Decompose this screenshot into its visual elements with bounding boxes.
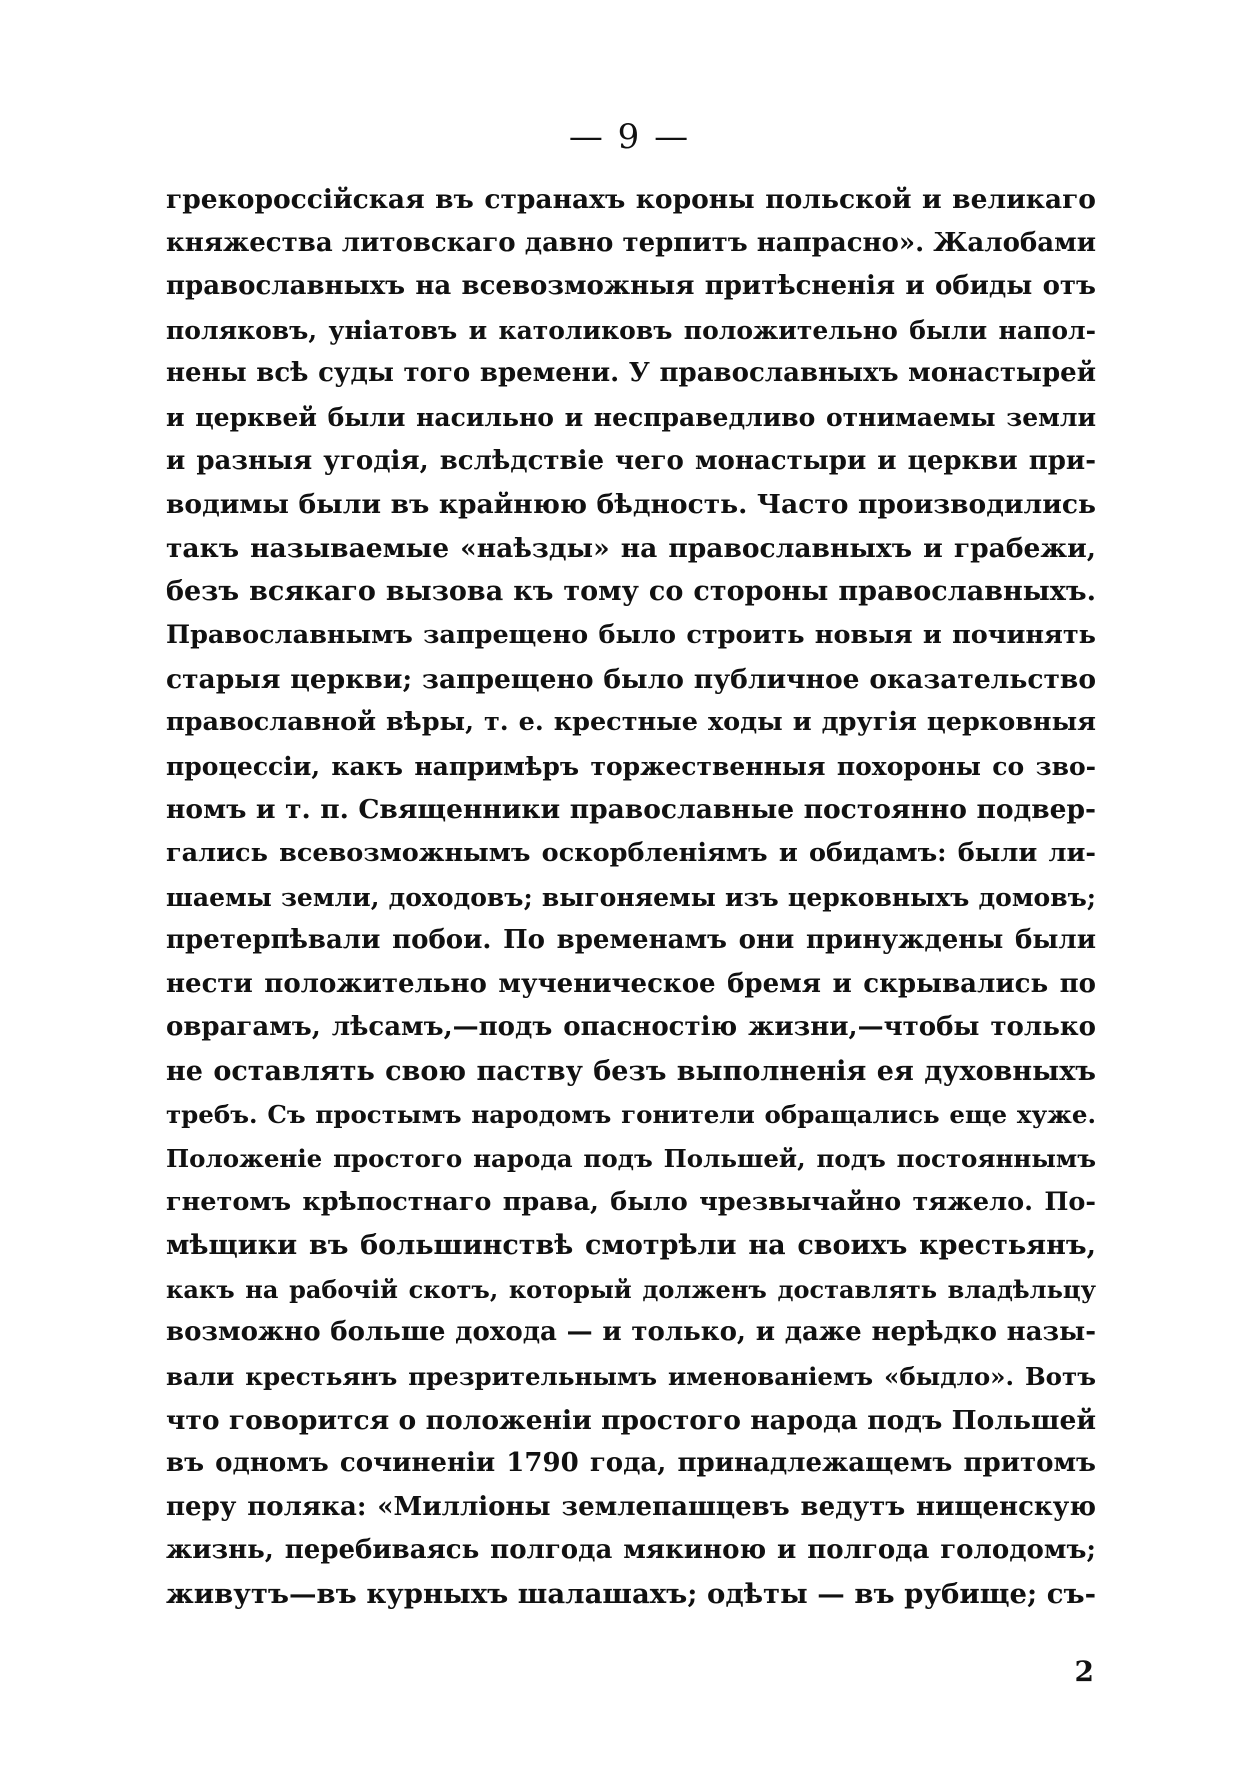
text-line: оврагамъ, лѣсамъ,—подъ опасностію жизни,—чтобы только bbox=[166, 1012, 1096, 1043]
text-line: нены всѣ суды того времени. У православныхъ монастырей bbox=[166, 358, 1096, 389]
text-line: не оставлять свою паству безъ выполненія ея духовныхъ bbox=[166, 1055, 1096, 1087]
text-line: грекороссійская въ странахъ короны польской и великаго bbox=[166, 184, 1096, 215]
page-number: — 9 — bbox=[568, 117, 691, 157]
text-line: шаемы земли, доходовъ; выгоняемы изъ церковныхъ домовъ; bbox=[166, 882, 1096, 912]
text-line: живутъ—въ курныхъ шалашахъ; одѣты — въ рубище; съ- bbox=[166, 1578, 1096, 1610]
text-line: въ одномъ сочиненіи 1790 года, принадлежащемъ притомъ bbox=[166, 1448, 1096, 1479]
text-line: вали крестьянъ презрительнымъ именованіемъ «быдло». Вотъ bbox=[166, 1362, 1096, 1392]
text-line: гнетомъ крѣпостнаго права, было чрезвычайно тяжело. По- bbox=[166, 1186, 1096, 1217]
text-line: Православнымъ запрещено было строить новыя и починять bbox=[166, 619, 1096, 650]
body-text bbox=[166, 178, 1096, 1617]
text-line: княжества литовскаго давно терпитъ напрасно». Жалобами bbox=[166, 227, 1096, 258]
text-line: и разныя угодія, вслѣдствіе чего монастыри и церкви при- bbox=[166, 445, 1096, 476]
text-line: перу поляка: «Милліоны землепашцевъ ведутъ нищенскую bbox=[166, 1491, 1096, 1522]
text-line: поляковъ, уніатовъ и католиковъ положительно были напол- bbox=[166, 315, 1096, 345]
text-line: безъ всякаго вызова къ тому со стороны православныхъ. bbox=[166, 576, 1096, 608]
text-line: старыя церкви; запрещено было публичное оказательство bbox=[166, 663, 1096, 695]
text-line: православныхъ на всевозможныя притѣсненія и обиды отъ bbox=[166, 271, 1096, 302]
text-line: и церквей были насильно и несправедливо отнимаемы земли bbox=[166, 402, 1096, 432]
signature-mark: 2 bbox=[1074, 1655, 1094, 1688]
text-line: православной вѣры, т. е. крестные ходы и другія церковныя bbox=[166, 707, 1096, 738]
text-line: гались всевозможнымъ оскорбленіямъ и обидамъ: были ли- bbox=[166, 837, 1096, 868]
text-line: водимы были въ крайнюю бѣдность. Часто производились bbox=[166, 489, 1096, 521]
text-line: Положеніе простого народа подъ Польшей, подъ постояннымъ bbox=[166, 1144, 1096, 1174]
text-line: жизнь, перебиваясь полгода мякиною и полгода голодомъ; bbox=[166, 1535, 1096, 1566]
text-line: какъ на рабочій скотъ, который долженъ доставлять владѣльцу bbox=[166, 1274, 1096, 1304]
text-line: мѣщики въ большинствѣ смотрѣли на своихъ крестьянъ, bbox=[166, 1230, 1096, 1262]
text-line: требъ. Съ простымъ народомъ гонители обращались еще хуже. bbox=[166, 1100, 1096, 1130]
text-line: возможно больше дохода — и только, и даже нерѣдко назы- bbox=[166, 1317, 1096, 1348]
text-line: что говорится о положеніи простого народа подъ Польшей bbox=[166, 1404, 1096, 1436]
text-line: такъ называемые «наѣзды» на православныхъ и грабежи, bbox=[166, 532, 1096, 564]
text-line: претерпѣвали побои. По временамъ они принуждены были bbox=[166, 925, 1096, 956]
text-line: процессіи, какъ напримѣръ торжественныя похороны со зво- bbox=[166, 751, 1096, 781]
text-line: нести положительно мученическое бремя и скрывались по bbox=[166, 968, 1096, 999]
text-line: номъ и т. п. Священники православные постоянно подвер- bbox=[166, 794, 1096, 826]
